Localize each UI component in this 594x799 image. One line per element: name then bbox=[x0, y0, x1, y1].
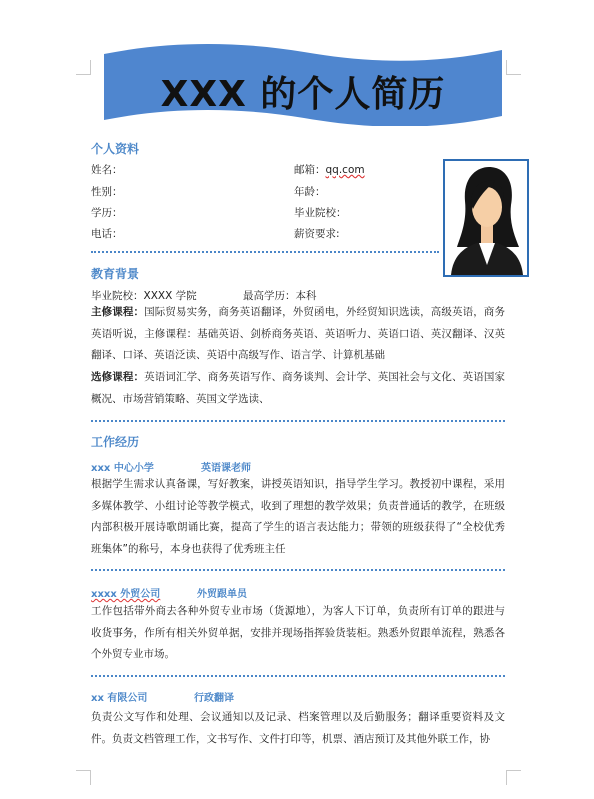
job-description: 根据学生需求认真备课，写好教案，讲授英语知识，指导学生学习。教授初中课程，采用多媒体教学、小组讨论等教学模式，收到了理想的教学效果；负责普通话的教学，在班级内部积极开展诗歌朗诵比赛，提高了学生的语言表达能力；带领的班级获得了“全校优秀班集体”的称号，本身也获得了优秀班主任 bbox=[91, 478, 505, 555]
education-heading: 教育背景 bbox=[91, 267, 140, 281]
job-company: xx 有限公司 bbox=[91, 693, 148, 704]
divider-job-2 bbox=[91, 675, 505, 677]
main-courses-label: 主修课程： bbox=[91, 306, 145, 318]
email-row bbox=[294, 162, 365, 177]
job-header bbox=[91, 459, 251, 474]
job-position: 行政翻译 bbox=[194, 693, 234, 704]
elective-courses-text: 英语词汇学、商务英语写作、商务谈判、会计学、英国社会与文化、英语国家概况、市场营销策略、英国文学选读、 bbox=[91, 371, 506, 405]
main-courses-text: 国际贸易实务，商务英语翻译，外贸函电，外经贸知识选读，高级英语，商务英语听说，主修课程：基础英语、剑桥商务英语、英语听力、英语口语、英汉翻译、汉英翻译、口译、英语泛读、英语中高级写作、语言学、计算机基础 bbox=[91, 306, 506, 361]
elective-courses bbox=[91, 367, 505, 410]
crop-mark-bottom-left bbox=[76, 770, 91, 785]
job-position: 外贸跟单员 bbox=[197, 589, 247, 600]
crop-mark-top-right bbox=[506, 60, 521, 75]
email-value: qq.com bbox=[325, 164, 365, 176]
job-company: xxxx 外贸公司 bbox=[91, 589, 161, 600]
email-label: 邮箱： bbox=[294, 164, 326, 176]
job-description: 负责公文写作和处理、会议通知以及记录、档案管理以及后勤服务；翻译重要资料及文件。负责文档管理工作，文书写作、文件打印等，机票、酒店预订及其他外联工作，协 bbox=[91, 711, 505, 745]
title-banner bbox=[104, 44, 502, 126]
female-avatar-icon bbox=[445, 161, 527, 275]
salary-label: 薪资要求: bbox=[294, 228, 340, 240]
page-title: XXX 的个人简历 bbox=[160, 74, 446, 115]
divider-personal bbox=[91, 251, 439, 253]
profile-photo bbox=[443, 159, 529, 277]
divider-education bbox=[91, 420, 505, 422]
work-heading: 工作经历 bbox=[91, 435, 140, 449]
job-description: 工作包括带外商去各种外贸专业市场（货源地），为客人下订单，负责所有订单的跟进与收货事务，作所有相关外贸单据，安排并现场指挥验货装柜。熟悉外贸跟单流程，熟悉各个外贸专业市场。 bbox=[91, 605, 505, 660]
degree-line: 最高学历：本科 bbox=[243, 290, 317, 302]
job-header bbox=[91, 689, 234, 704]
phone-label: 电话： bbox=[91, 228, 123, 240]
main-courses bbox=[91, 302, 505, 367]
job-header bbox=[91, 585, 247, 600]
job-position: 英语课老师 bbox=[201, 463, 251, 474]
gender-label: 性别： bbox=[91, 186, 123, 198]
age-label: 年龄： bbox=[294, 186, 326, 198]
crop-mark-bottom-right bbox=[506, 770, 521, 785]
name-label: 姓名： bbox=[91, 164, 123, 176]
personal-heading: 个人资料 bbox=[91, 142, 140, 156]
crop-mark-top-left bbox=[76, 60, 91, 75]
elective-courses-label: 选修课程： bbox=[91, 371, 145, 383]
school-label: 毕业院校： bbox=[294, 207, 347, 219]
divider-job-1 bbox=[91, 569, 505, 571]
school-line: 毕业院校：XXXX 学院 bbox=[91, 290, 197, 302]
job-company: xxx 中心小学 bbox=[91, 463, 154, 474]
education-label: 学历： bbox=[91, 207, 123, 219]
